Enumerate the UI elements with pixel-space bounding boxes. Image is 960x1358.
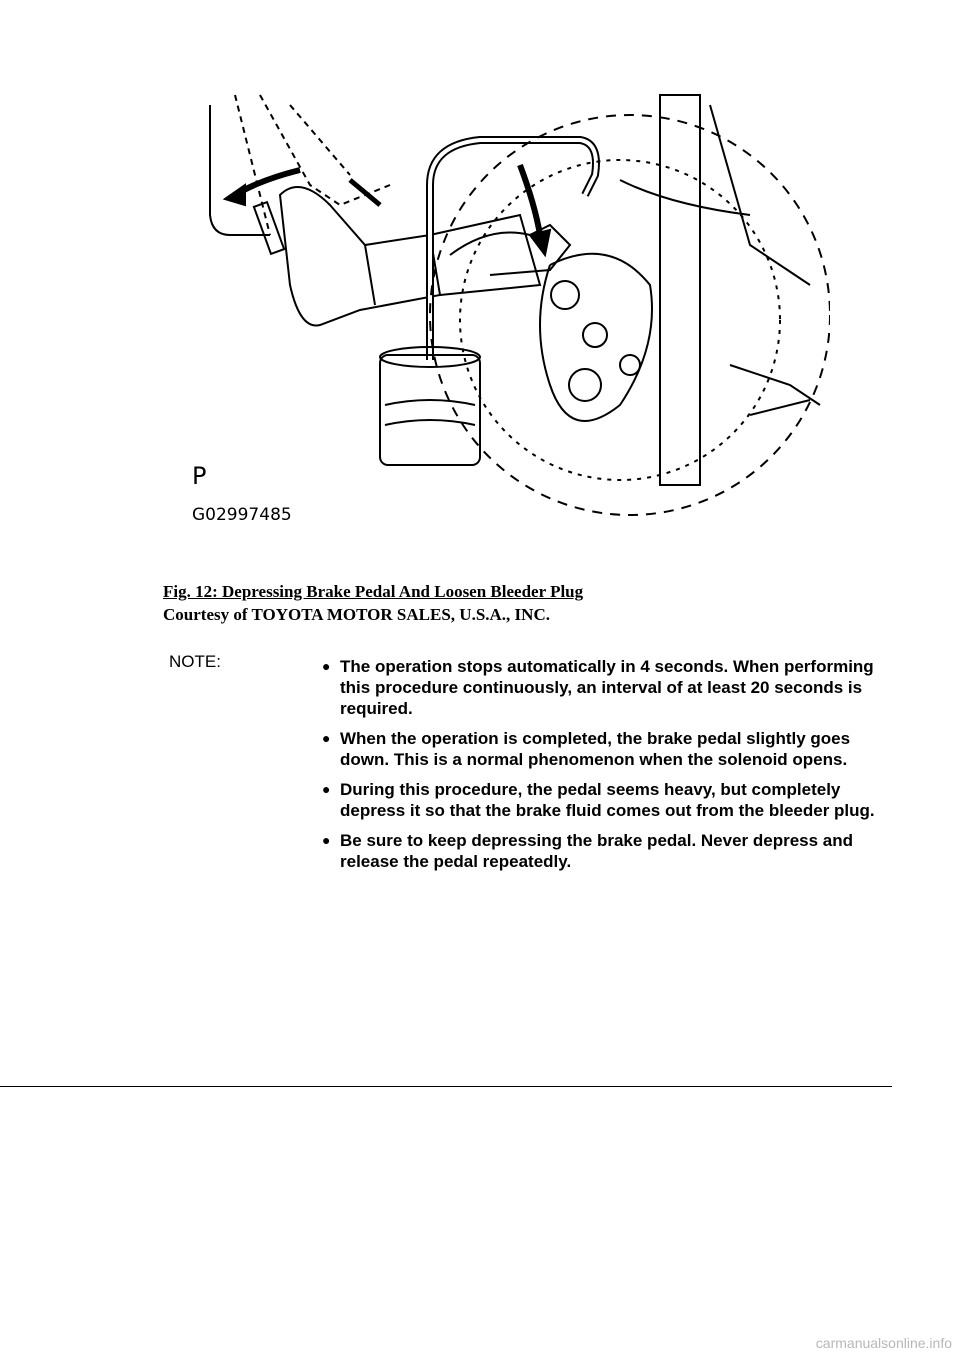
list-item [320, 830, 900, 872]
list-item [320, 728, 900, 770]
figure-courtesy: Courtesy of TOYOTA MOTOR SALES, U.S.A., INC. [163, 605, 550, 624]
figure-caption: Fig. 12: Depressing Brake Pedal And Loosen Bleeder Plug [163, 582, 584, 601]
bullet-icon: ● [322, 832, 331, 848]
figure-view-letter: P [192, 462, 207, 490]
note-text: When the operation is completed, the brake pedal slightly goes down. This is a normal phenomenon when the solenoid opens. [340, 729, 851, 769]
figure-code: G02997485 [192, 505, 292, 525]
page-divider [0, 1086, 892, 1087]
list-item [320, 779, 900, 821]
note-label: NOTE: [169, 652, 221, 671]
list-item [320, 656, 900, 719]
bullet-icon: ● [322, 730, 331, 746]
bullet-icon: ● [322, 781, 331, 797]
note-text: The operation stops automatically in 4 seconds. When performing this procedure continuously, an interval of at least 20 seconds is required. [340, 657, 874, 718]
bullet-icon: ● [322, 658, 331, 674]
note-text: During this procedure, the pedal seems heavy, but completely depress it so that the brake fluid comes out from the bleeder plug. [340, 780, 875, 820]
brake-bleeding-illustration [190, 85, 830, 525]
note-text: Be sure to keep depressing the brake pedal. Never depress and release the pedal repeatedly. [340, 831, 854, 871]
watermark: carmanualsonline.info [815, 1335, 952, 1351]
note-list [320, 656, 900, 881]
